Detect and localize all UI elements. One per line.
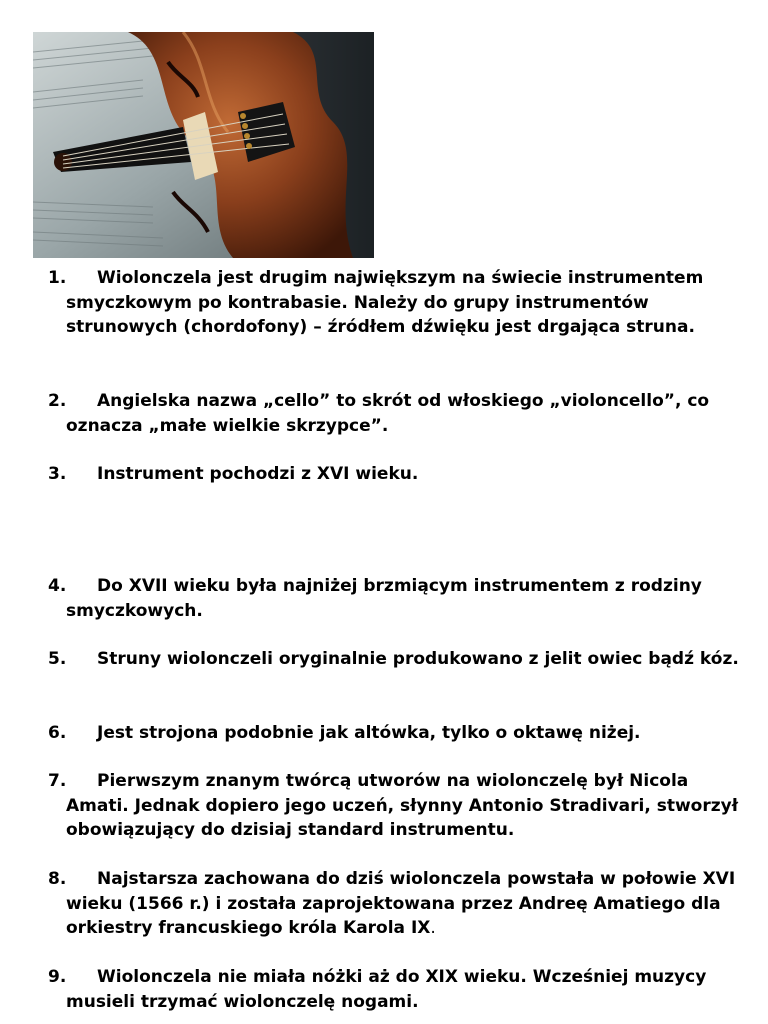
item-text: Wiolonczela jest drugim największym na świecie instrumentem smyczkowym po kontrabasie. Należy do grupy instrumentów strunowych (chordofony) – źródłem dźwięku jest drgająca struna. (66, 268, 704, 337)
item-text: Struny wiolonczeli oryginalnie produkowano z jelit owiec bądź kóz. (97, 649, 739, 669)
item-number: 2. (48, 391, 67, 411)
list-item (48, 721, 748, 746)
list-item (48, 769, 748, 843)
item-trailing: . (430, 918, 436, 938)
list-item (48, 574, 748, 623)
item-number: 3. (48, 464, 67, 484)
item-text: Najstarsza zachowana do dziś wiolonczela powstała w połowie XVI wieku (1566 r.) i została zaprojektowana przez Andreę Amatiego dla orkiestry francuskiego króla Karola IX (66, 869, 736, 938)
item-text: Wiolonczela nie miała nóżki aż do XIX wieku. Wcześniej muzycy musieli trzymać wiolonczelę nogami. (66, 967, 707, 1012)
item-text: Pierwszym znanym twórcą utworów na wiolonczelę był Nicola Amati. Jednak dopiero jego uczeń, słynny Antonio Stradivari, stworzył obowiązujący do dzisiaj standard instrumentu. (66, 771, 739, 840)
list-item (48, 462, 748, 487)
item-number: 6. (48, 723, 67, 743)
item-number: 8. (48, 869, 67, 889)
item-number: 7. (48, 771, 67, 791)
list-item (48, 389, 748, 438)
item-text: Angielska nazwa „cello” to skrót od włoskiego „violoncello”, co oznacza „małe wielkie skrzypce”. (66, 391, 710, 436)
list-item (48, 266, 748, 340)
item-text: Jest strojona podobnie jak altówka, tylko o oktawę niżej. (97, 723, 641, 743)
list-item (48, 965, 748, 1014)
list-item (48, 867, 748, 941)
item-number: 9. (48, 967, 67, 987)
item-number: 4. (48, 576, 67, 596)
item-number: 5. (48, 649, 67, 669)
list-item (48, 647, 748, 672)
item-text: Instrument pochodzi z XVI wieku. (97, 464, 419, 484)
cello-photo (33, 32, 374, 258)
cello-icon (33, 32, 374, 258)
item-number: 1. (48, 268, 67, 288)
item-text: Do XVII wieku była najniżej brzmiącym instrumentem z rodziny smyczkowych. (66, 576, 702, 621)
